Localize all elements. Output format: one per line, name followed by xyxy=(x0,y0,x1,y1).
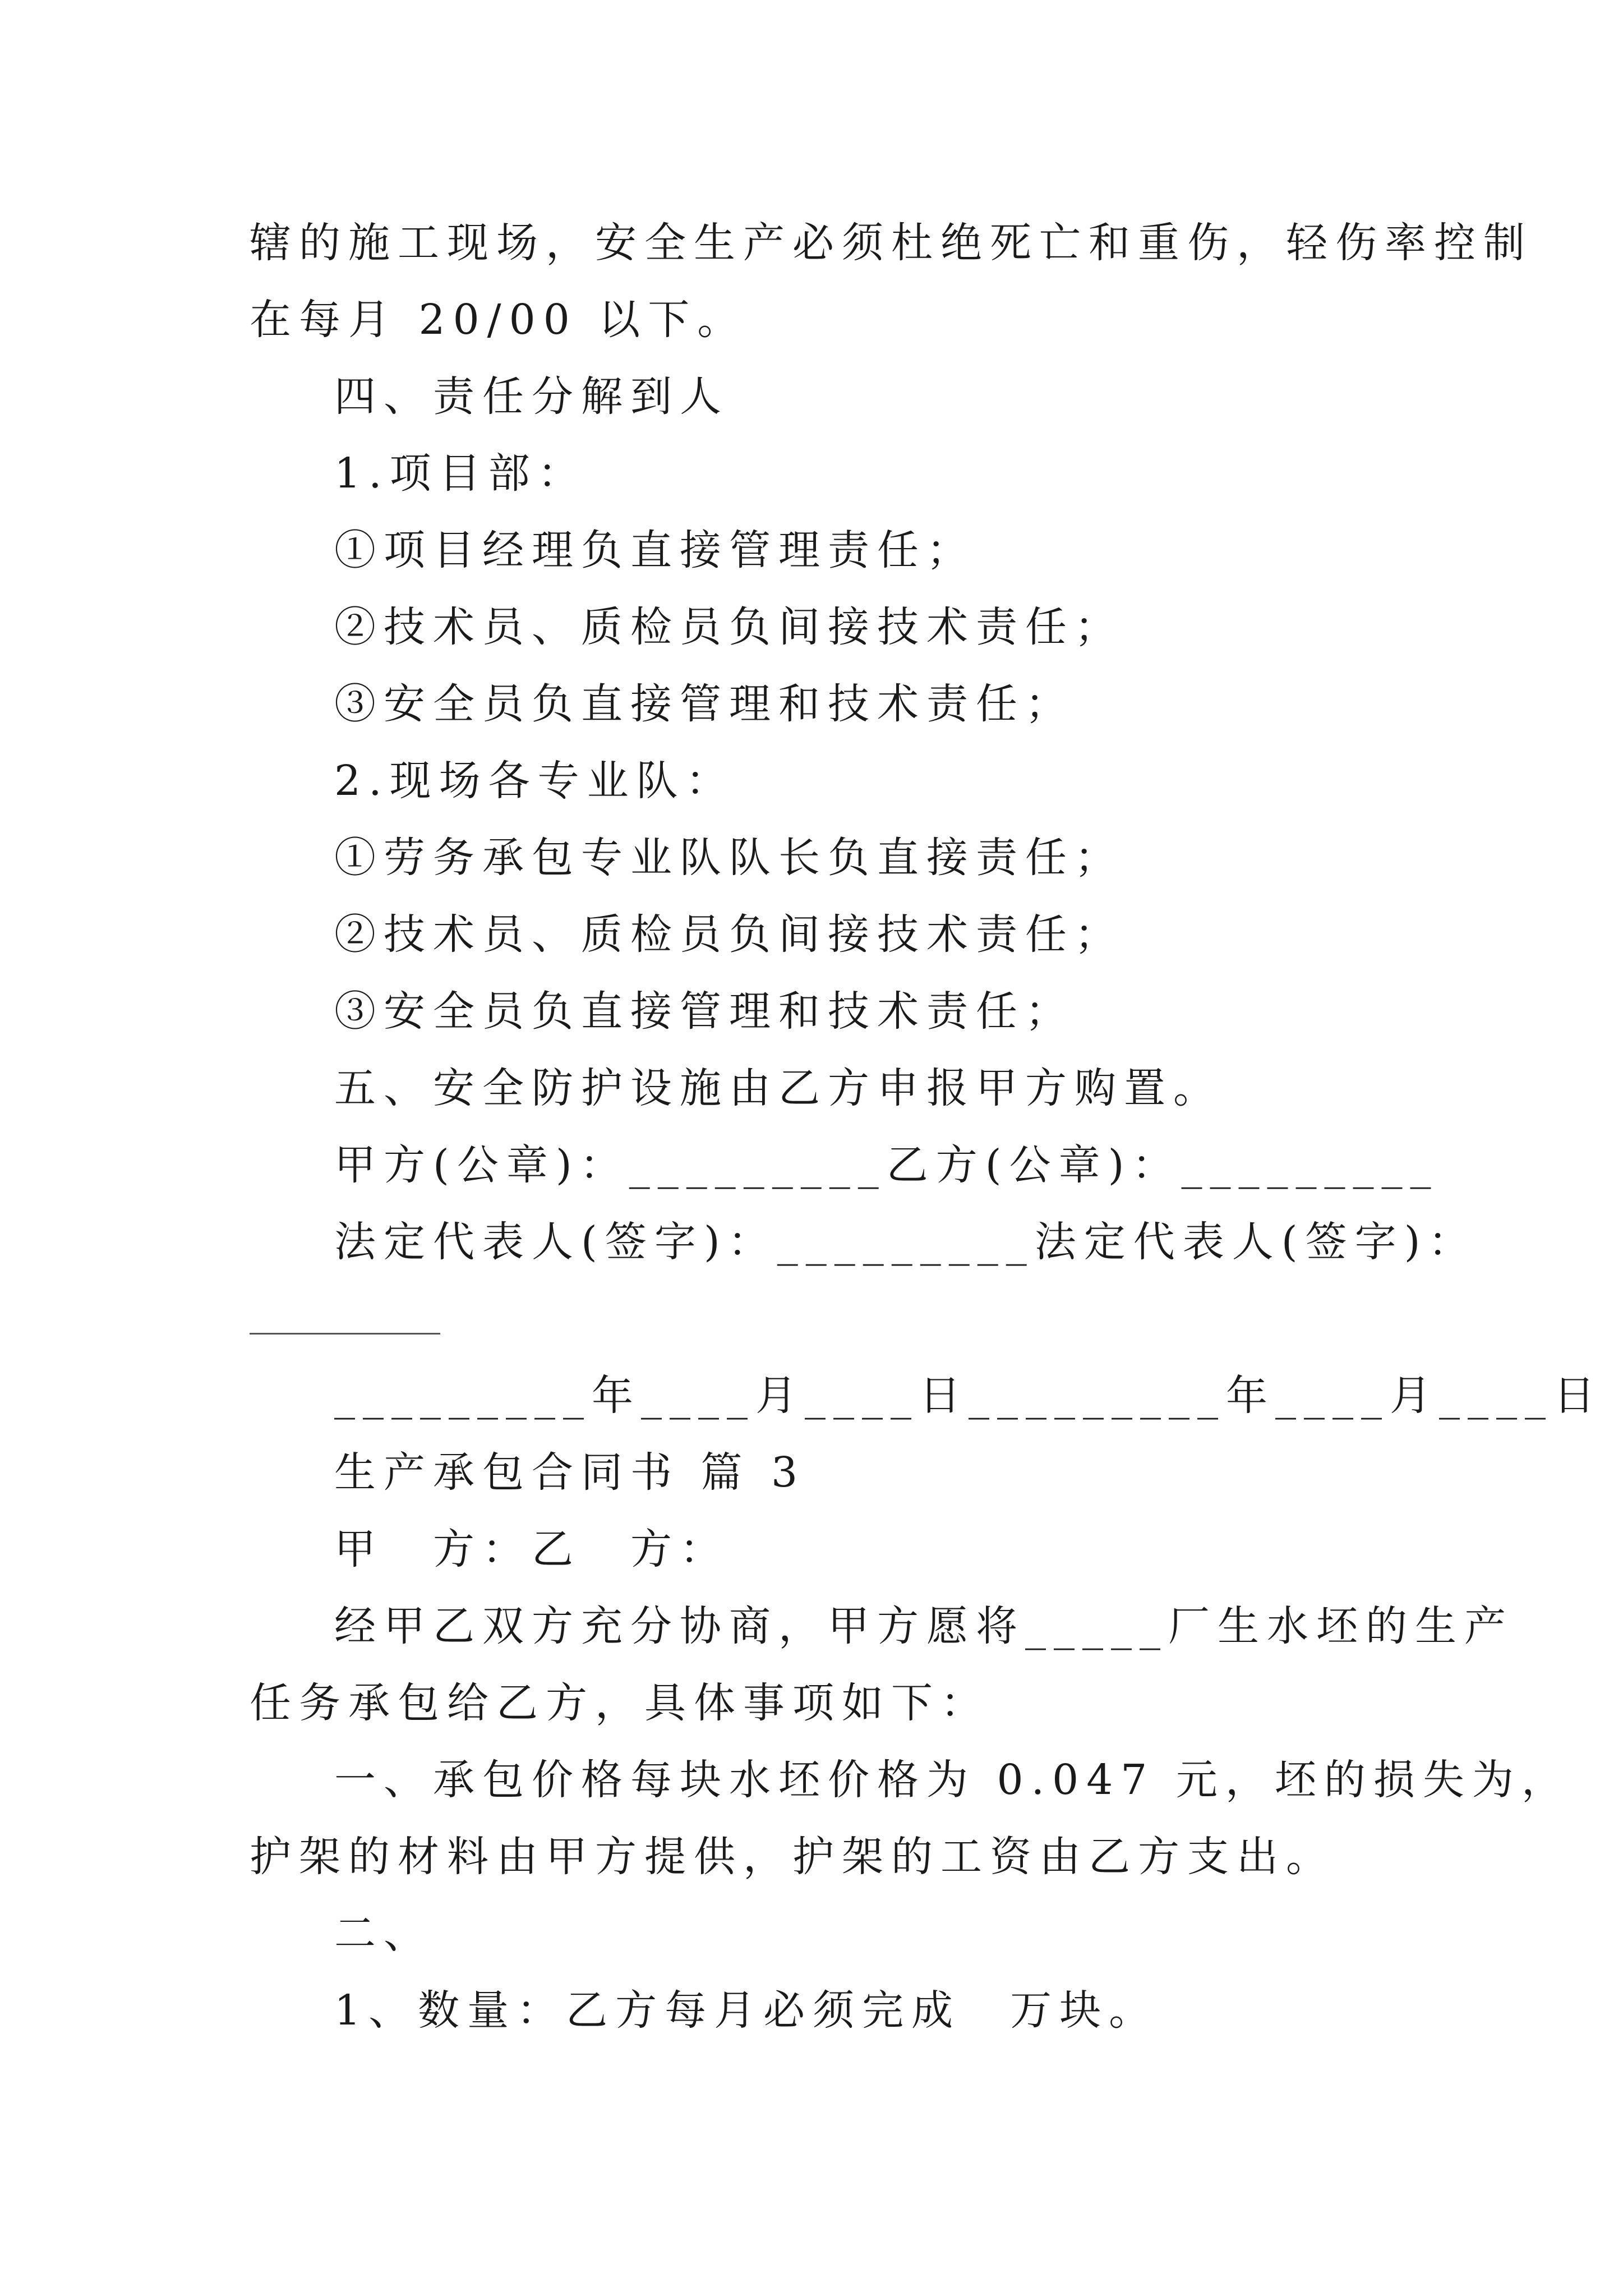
section-heading: 五、安全防护设施由乙方申报甲方购置。 xyxy=(334,1064,1223,1112)
list-item: ①项目经理负直接管理责任； xyxy=(334,526,976,574)
document-title: 生产承包合同书 篇 3 xyxy=(334,1448,806,1497)
date-line: _________年____月____日_________年____月____日 xyxy=(334,1372,1603,1420)
paragraph-line: 一、承包价格每块水坯价格为 0.047 元，坯的损失为， xyxy=(334,1756,1571,1804)
signature-blank xyxy=(250,1333,440,1335)
list-item: ①劳务承包专业队队长负直接责任； xyxy=(334,834,1124,882)
seal-line: 甲方(公章)：_________乙方(公章)：_________ xyxy=(334,1141,1439,1189)
paragraph-line: 任务承包给乙方，具体事项如下： xyxy=(250,1679,990,1727)
section-heading: 四、责任分解到人 xyxy=(334,372,729,421)
list-item: ②技术员、质检员负间接技术责任； xyxy=(334,603,1124,651)
list-item: ③安全员负直接管理和技术责任； xyxy=(334,987,1075,1036)
parties-line: 甲 方：乙 方： xyxy=(334,1525,729,1573)
signature-line: 法定代表人(签字)：_________法定代表人(签字)： xyxy=(334,1218,1478,1266)
list-item: 1、数量：乙方每月必须完成 万块。 xyxy=(334,1986,1159,2035)
paragraph-line: 在每月 20/00 以下。 xyxy=(250,296,747,344)
paragraph-line: 经甲乙双方充分协商，甲方愿将_____厂生水坯的生产 xyxy=(334,1602,1514,1650)
paragraph-line: 辖的施工现场，安全生产必须杜绝死亡和重伤，轻伤率控制 xyxy=(250,219,1533,267)
list-item: ②技术员、质检员负间接技术责任； xyxy=(334,910,1124,959)
list-heading: 1.项目部： xyxy=(334,449,587,498)
paragraph-line: 护架的材料由甲方提供，护架的工资由乙方支出。 xyxy=(250,1833,1335,1881)
list-item: ③安全员负直接管理和技术责任； xyxy=(334,680,1075,728)
list-heading: 2.现场各专业队： xyxy=(334,757,735,805)
section-heading: 二、 xyxy=(334,1910,433,1958)
